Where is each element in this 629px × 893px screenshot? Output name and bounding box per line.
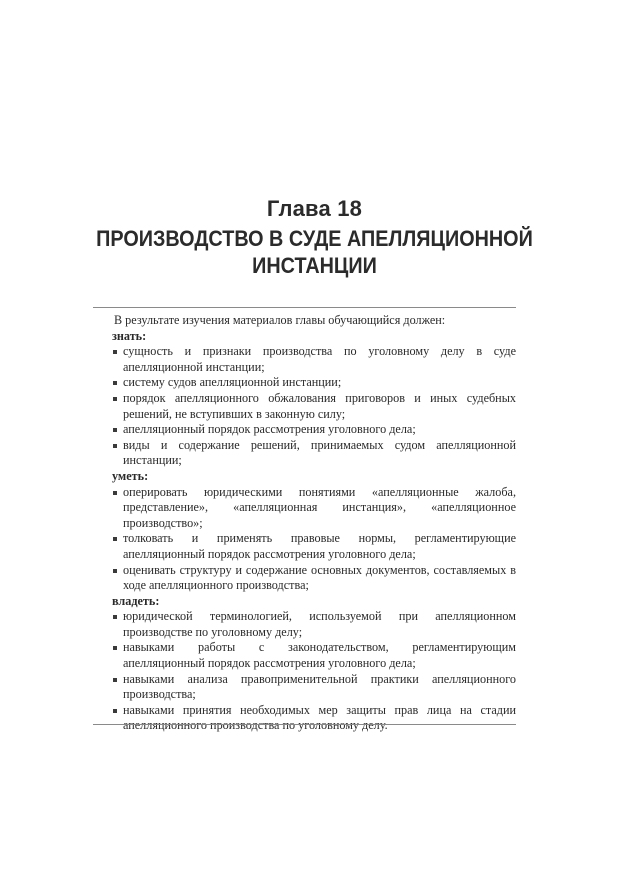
chapter-title-line-2: ИНСТАНЦИИ — [252, 253, 377, 278]
list-item: навыками работы с законодательством, регламентирующим апелляционный порядок рассмотрения уголовного дела; — [112, 640, 516, 671]
be-able-list — [112, 485, 516, 594]
section-label-be-able: уметь: — [112, 468, 149, 483]
section-label-master: владеть: — [112, 593, 160, 608]
list-item: оценивать структуру и содержание основных документов, составляемых в ходе апелляционного производства; — [112, 563, 516, 594]
master-list — [112, 609, 516, 734]
list-item: виды и содержание решений, принимаемых судом апелляционной инстанции; — [112, 438, 516, 469]
list-item: систему судов апелляционной инстанции; — [112, 375, 516, 391]
know-list — [112, 344, 516, 469]
bottom-divider — [93, 724, 516, 725]
learning-objectives-box — [112, 313, 516, 734]
list-item: сущность и признаки производства по уголовному делу в суде апелляционной инстанции; — [112, 344, 516, 375]
list-item: порядок апелляционного обжалования приговоров и иных судебных решений, не вступивших в законную силу; — [112, 391, 516, 422]
list-item: навыками анализа правоприменительной практики апелляционного производства; — [112, 672, 516, 703]
top-divider — [93, 307, 516, 308]
chapter-title — [85, 225, 543, 279]
chapter-title-line-1: ПРОИЗВОДСТВО В СУДЕ АПЕЛЛЯЦИОННОЙ — [96, 226, 533, 251]
objectives-intro: В результате изучения материалов главы обучающийся должен: — [114, 313, 446, 327]
list-item: юридической терминологией, используемой при апелляционном производстве по уголовному делу; — [112, 609, 516, 640]
list-item: толковать и применять правовые нормы, регламентирующие апелляционный порядок рассмотрения уголовного дела; — [112, 531, 516, 562]
list-item: апелляционный порядок рассмотрения уголовного дела; — [112, 422, 516, 438]
list-item: оперировать юридическими понятиями «апелляционные жалоба, представление», «апелляционная инстанция», «апелляционное производство»; — [112, 485, 516, 532]
chapter-number: Глава 18 — [266, 196, 363, 221]
section-label-know: знать: — [112, 328, 147, 343]
chapter-heading — [60, 196, 569, 279]
list-item: навыками принятия необходимых мер защиты прав лица на стадии апелляционного производства по уголовному делу. — [112, 703, 516, 734]
